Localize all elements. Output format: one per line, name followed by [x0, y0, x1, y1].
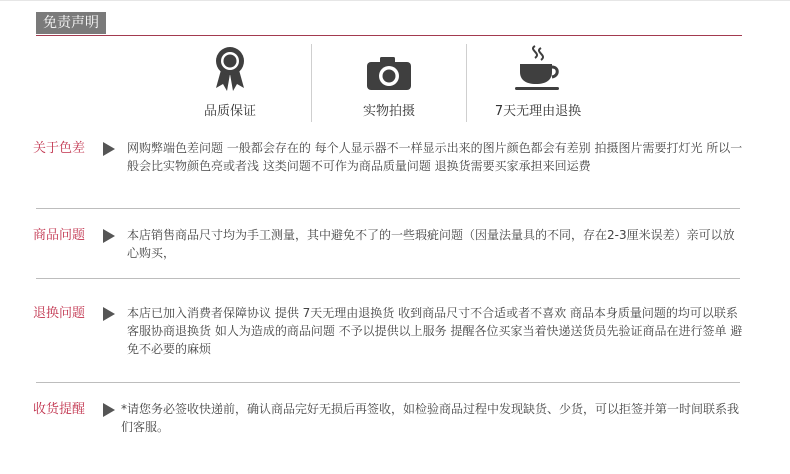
feature-label: 实物拍摄 [362, 104, 415, 119]
feature-real-photo [314, 42, 464, 124]
play-arrow-icon [103, 403, 115, 417]
divider [36, 278, 740, 279]
divider [36, 208, 740, 209]
notice-text: 网购弊端色差问题 一般都会存在的 每个人显示器不一样显示出来的图片颜色都会有差别 拍摄图片需要打灯光 所以一般会比实物颜色亮或者浅 这类问题不可作为商品质量问题 退换货需要买家承担来回运费 [127, 141, 743, 173]
notice-text: *请您务必签收快递前，确认商品完好无损后再签收，如检验商品过程中发现缺货、少货，可以拒签并第一时间联系我们客服。 [121, 402, 740, 434]
section-title: 免责声明 [36, 12, 106, 34]
notice-text: 本店已加入消费者保障协议 提供 7天无理由退换货 收到商品尺寸不合适或者不喜欢 商品本身质量问题的均可以联系客服协商退换货 如人为造成的商品问题 不予以提供以上服务 提醒各位买家当着快递送货员先验证商品在进行签单 避免不必要的麻烦 [127, 306, 743, 356]
divider [36, 382, 740, 383]
notice-title: 收货提醒 [33, 402, 86, 417]
feature-label: 7天无理由退换 [494, 104, 582, 119]
notice-text: 本店销售商品尺寸均为手工测量，其中避免不了的一些瑕疵问题（因量法量具的不同，存在2-3厘米误差）亲可以放心购买， [127, 228, 735, 260]
camera-icon [365, 56, 413, 92]
notice-title: 退换问题 [33, 306, 86, 321]
coffee-cup-icon [512, 44, 564, 92]
top-rule [0, 0, 790, 1]
play-arrow-icon [103, 142, 115, 156]
play-arrow-icon [103, 307, 115, 321]
feature-quality [155, 42, 305, 124]
notice-title: 商品问题 [33, 228, 86, 243]
feature-label: 品质保证 [203, 104, 256, 119]
title-underline [36, 35, 742, 36]
play-arrow-icon [103, 229, 115, 243]
feature-seven-day-return [463, 42, 613, 124]
divider [311, 44, 312, 122]
notice-title: 关于色差 [33, 141, 86, 156]
award-ribbon-icon [212, 44, 248, 92]
